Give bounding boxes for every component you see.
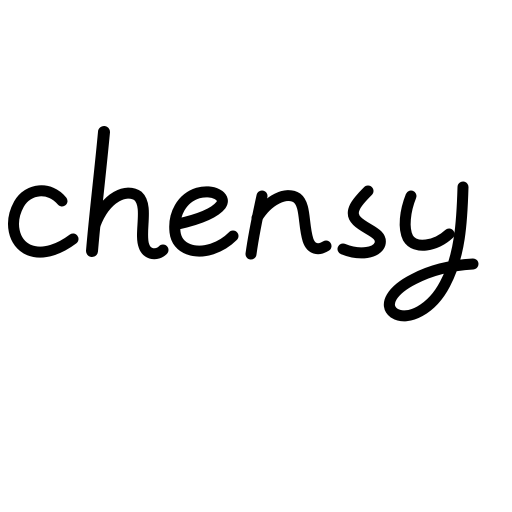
ink-strokes: [14, 132, 473, 316]
letter-y-descender: [389, 187, 473, 316]
letter-n-arch: [257, 196, 326, 249]
letter-c: [14, 191, 73, 252]
letter-h-stem: [92, 132, 104, 251]
letter-h-arch: [95, 193, 163, 254]
letter-s: [343, 191, 380, 253]
letter-e: [175, 192, 233, 251]
letter-y-left-arm: [405, 196, 449, 245]
